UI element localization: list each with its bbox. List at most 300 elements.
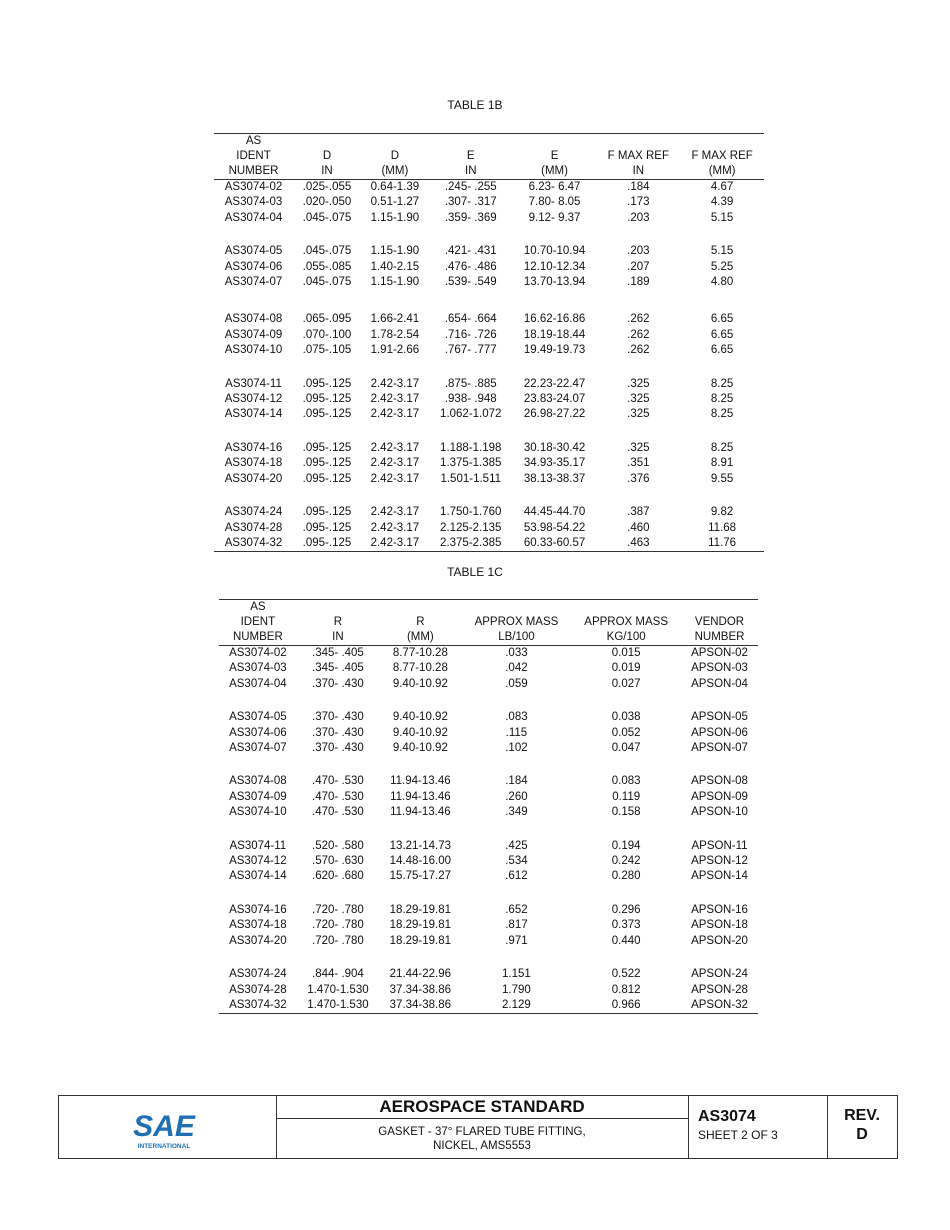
table-cell: .425 — [505, 839, 528, 852]
table-cell: .025-.055 — [302, 181, 352, 193]
table-cell: .767- .777 — [444, 344, 497, 357]
table-cell: .075-.105 — [302, 344, 352, 357]
table-cell: .262 — [627, 344, 650, 357]
table-cell: .376 — [627, 472, 650, 485]
spacer-cell — [214, 290, 764, 312]
table-cell: AS3074-32 — [219, 998, 297, 1014]
table-cell: 0.296 — [611, 903, 641, 916]
table-cell: .720- .780 — [312, 919, 364, 932]
spacer-cell — [219, 756, 758, 774]
table-cell: .203 — [627, 211, 650, 224]
table-cell: AS3074-11 — [229, 839, 287, 852]
table-cell: 0.019 — [611, 662, 641, 675]
group-spacer — [214, 226, 764, 244]
table-cell: AS3074-16 — [224, 441, 283, 454]
column-header: F MAX REF — [607, 150, 670, 162]
table-cell: AS3074-12 — [224, 393, 283, 406]
table-cell: 0.64-1.39 — [370, 181, 420, 193]
table-cell: 1.750-1.760 — [440, 506, 502, 519]
table-cell: 16.62-16.86 — [523, 313, 586, 326]
column-header — [379, 600, 461, 616]
table-cell: 0.194 — [611, 839, 641, 852]
table-cell: .349 — [505, 806, 528, 819]
group-spacer — [219, 756, 758, 774]
table-cell: AS3074-18 — [224, 457, 283, 470]
table-cell: AS3074-12 — [229, 855, 287, 868]
table-cell: 1.470-1.530 — [297, 998, 379, 1014]
table-cell: .070-.100 — [302, 328, 352, 341]
subtitle-line-1: GASKET - 37° FLARED TUBE FITTING, — [378, 1126, 586, 1138]
header-row — [214, 134, 764, 150]
table-row — [214, 211, 764, 226]
table-row — [214, 377, 764, 392]
table-cell: 4.80 — [710, 276, 734, 289]
header-row — [214, 149, 764, 164]
sae-logo — [131, 1106, 197, 1150]
table-cell: 30.18-30.42 — [523, 441, 586, 454]
table-cell: .345- .405 — [312, 647, 364, 659]
table-cell: 0.280 — [611, 870, 641, 883]
column-header — [293, 134, 361, 150]
table-cell: 18.29-19.81 — [389, 903, 452, 916]
column-header: NUMBER — [219, 630, 297, 646]
table-row — [219, 726, 758, 741]
column-header: E — [550, 150, 559, 162]
table-cell: .470- .530 — [312, 790, 364, 803]
table-cell: AS3074-08 — [229, 775, 287, 788]
table-cell: .102 — [505, 742, 528, 755]
number-cell — [688, 1096, 828, 1158]
spacer-cell — [214, 423, 764, 441]
table-cell: 0.052 — [611, 726, 641, 739]
table-cell: .055-.085 — [302, 260, 352, 273]
table-cell: 18.19-18.44 — [523, 328, 586, 341]
table-1c-caption: TABLE 1C — [447, 565, 503, 579]
table-cell: 1.15-1.90 — [370, 245, 420, 258]
column-header: NUMBER — [214, 164, 293, 180]
table-row — [219, 774, 758, 789]
table-cell: .460 — [627, 521, 650, 534]
table-cell: AS3074-08 — [224, 313, 283, 326]
column-header — [596, 134, 680, 150]
table-row — [214, 505, 764, 520]
table-cell: .971 — [505, 934, 528, 947]
table-cell: AS3074-11 — [225, 377, 282, 390]
sheet-number: SHEET 2 OF 3 — [698, 1128, 778, 1142]
table-cell: AS3074-20 — [229, 934, 287, 947]
table-cell: 1.375-1.385 — [440, 457, 502, 470]
table-cell: .095-.125 — [302, 472, 352, 485]
column-header: APPROX MASS — [584, 616, 669, 628]
column-header: D — [390, 150, 400, 162]
table-row — [214, 328, 764, 343]
header-row — [214, 164, 764, 180]
table-cell: 0.440 — [611, 934, 641, 947]
table-cell: 0.242 — [611, 855, 641, 868]
table-cell: 0.158 — [611, 806, 641, 819]
table-cell: 7.80- 8.05 — [528, 196, 581, 209]
header-row — [219, 600, 758, 616]
table-cell: 9.40-10.92 — [392, 677, 448, 690]
table-cell: 19.49-19.73 — [523, 344, 586, 357]
table-cell: .095-.125 — [302, 393, 352, 406]
table-cell: 21.44-22.96 — [389, 968, 452, 981]
table-cell: 44.45-44.70 — [523, 506, 586, 519]
table-cell: AS3074-18 — [229, 919, 287, 932]
table-cell: .095-.125 — [302, 457, 352, 470]
table-cell: .095-.125 — [302, 408, 352, 421]
table-cell: 8.25 — [710, 393, 734, 406]
column-header: IN — [293, 164, 361, 180]
table-row — [219, 677, 758, 692]
table-cell: 4.39 — [710, 196, 734, 209]
table-cell: 2.42-3.17 — [370, 521, 420, 534]
table-cell: 1.790 — [502, 983, 531, 996]
column-header: D — [322, 150, 332, 162]
table-cell: .033 — [505, 647, 528, 659]
header-row — [219, 615, 758, 630]
table-cell: AS3074-03 — [224, 196, 283, 209]
spacer-cell — [214, 226, 764, 244]
table-cell: 2.42-3.17 — [370, 393, 420, 406]
table-cell: .203 — [627, 245, 650, 258]
table-row — [214, 521, 764, 536]
table-cell: .570- .630 — [312, 855, 364, 868]
table-cell: .539- .549 — [444, 276, 497, 289]
group-spacer — [214, 359, 764, 377]
table-cell: .083 — [505, 711, 528, 724]
table-cell: 1.15-1.90 — [370, 211, 420, 224]
column-header — [681, 600, 758, 616]
table-cell: .370- .430 — [312, 742, 364, 755]
table-cell: 13.70-13.94 — [523, 276, 586, 289]
table-row — [219, 790, 758, 805]
table-cell: .262 — [627, 313, 650, 326]
table-cell: .115 — [505, 726, 528, 739]
spacer-cell — [219, 821, 758, 839]
table-cell: AS3074-10 — [224, 344, 283, 357]
table-cell: 2.42-3.17 — [361, 536, 429, 552]
table-cell: 2.42-3.17 — [370, 506, 420, 519]
table-cell: .654- .664 — [444, 313, 497, 326]
table-cell: 0.047 — [611, 742, 641, 755]
table-row — [219, 805, 758, 820]
table-cell: 0.027 — [611, 677, 641, 690]
table-cell: 34.93-35.17 — [523, 457, 586, 470]
table-cell: 37.34-38.86 — [379, 998, 461, 1014]
group-spacer — [214, 423, 764, 441]
table-row — [214, 441, 764, 456]
table-row — [219, 710, 758, 725]
table-cell: 1.188-1.198 — [440, 441, 502, 454]
table-cell: .370- .430 — [312, 677, 364, 690]
table-cell: .470- .530 — [312, 806, 364, 819]
column-header: VENDOR — [694, 616, 745, 628]
document-heading: AEROSPACE STANDARD — [276, 1096, 688, 1119]
table-cell: 11.76 — [680, 536, 764, 552]
table-cell: APSON-18 — [691, 919, 748, 932]
column-header: R — [416, 616, 425, 628]
table-cell: 11.94-13.46 — [390, 775, 451, 788]
table-1c — [219, 599, 758, 1014]
table-cell: 1.151 — [502, 968, 531, 981]
table-cell: .184 — [505, 775, 528, 788]
table-cell: 0.966 — [571, 998, 681, 1014]
table-cell: AS3074-07 — [229, 742, 287, 755]
column-header: NUMBER — [681, 630, 758, 646]
table-cell: AS3074-14 — [229, 870, 287, 883]
table-cell: 23.83-24.07 — [523, 393, 586, 406]
table-cell: AS3074-06 — [229, 726, 287, 739]
table-row — [219, 918, 758, 933]
table-1b-caption: TABLE 1B — [447, 98, 503, 112]
table-cell: 2.42-3.17 — [370, 472, 420, 485]
table-cell: APSON-20 — [691, 934, 748, 947]
column-header: IN — [596, 164, 680, 180]
spacer-cell — [219, 885, 758, 903]
table-cell: 5.15 — [710, 245, 734, 258]
table-cell: 2.375-2.385 — [429, 536, 513, 552]
table-cell: APSON-28 — [691, 983, 748, 996]
table-cell: .260 — [505, 790, 528, 803]
table-row — [219, 903, 758, 918]
table-cell: AS3074-04 — [229, 677, 287, 690]
table-cell: 10.70-10.94 — [523, 245, 586, 258]
table-cell: APSON-12 — [691, 855, 748, 868]
table-cell: .189 — [627, 276, 650, 289]
table-cell: APSON-04 — [691, 677, 748, 690]
column-header: AS — [214, 134, 293, 150]
table-cell: APSON-32 — [681, 998, 758, 1014]
table-cell: 8.25 — [710, 408, 734, 421]
column-header: AS — [219, 600, 297, 616]
table-1b — [214, 133, 764, 552]
table-cell: 1.501-1.511 — [440, 472, 502, 485]
table-cell: AS3074-06 — [224, 260, 283, 273]
revision-value: D — [856, 1126, 868, 1143]
table-cell: APSON-05 — [691, 711, 748, 724]
column-header — [680, 134, 764, 150]
table-cell: 8.25 — [710, 441, 734, 454]
table-cell: .875- .885 — [444, 377, 497, 390]
table-cell: .095-.125 — [302, 441, 352, 454]
group-spacer — [219, 949, 758, 967]
table-cell: .520- .580 — [312, 839, 364, 852]
table-cell: 6.65 — [710, 313, 734, 326]
table-cell: .470- .530 — [312, 775, 364, 788]
table-cell: .325 — [627, 408, 650, 421]
table-cell: APSON-24 — [691, 968, 748, 981]
table-cell: AS3074-24 — [224, 506, 283, 519]
table-cell: 2.42-3.17 — [370, 408, 420, 421]
table-row — [214, 392, 764, 407]
column-header — [297, 600, 379, 616]
table-row — [219, 741, 758, 756]
table-row — [219, 854, 758, 869]
table-cell: 26.98-27.22 — [523, 408, 586, 421]
table-cell: 6.65 — [710, 344, 734, 357]
table-cell: .184 — [627, 181, 650, 193]
column-header: (MM) — [513, 164, 597, 180]
table-cell: .370- .430 — [312, 711, 364, 724]
svg-text:SAE: SAE — [133, 1110, 195, 1143]
column-header: IDENT — [236, 150, 271, 162]
table-cell: 53.98-54.22 — [523, 521, 586, 534]
table-cell: 22.23-22.47 — [523, 377, 586, 390]
table-row — [214, 343, 764, 358]
table-cell: .045-.075 — [302, 276, 352, 289]
table-cell: AS3074-07 — [224, 276, 283, 289]
table-cell: 15.75-17.27 — [389, 870, 452, 883]
table-cell: .045-.075 — [302, 211, 352, 224]
title-cell — [276, 1096, 689, 1158]
table-cell: 1.40-2.15 — [370, 260, 420, 273]
table-cell: 0.812 — [611, 983, 641, 996]
table-cell: 1.78-2.54 — [370, 328, 420, 341]
table-cell: .325 — [627, 393, 650, 406]
table-cell: AS3074-28 — [229, 983, 287, 996]
table-cell: 9.12- 9.37 — [528, 211, 581, 224]
column-header: KG/100 — [571, 630, 681, 646]
column-header: IN — [297, 630, 379, 646]
table-cell: 0.083 — [611, 775, 641, 788]
table-cell: APSON-09 — [691, 790, 748, 803]
table-cell: 11.94-13.46 — [390, 790, 451, 803]
group-spacer — [219, 821, 758, 839]
table-row — [214, 260, 764, 275]
table-cell: .351 — [627, 457, 650, 470]
title-block — [58, 1095, 898, 1159]
table-cell: APSON-03 — [691, 662, 748, 675]
table-cell: .817 — [505, 919, 528, 932]
table-cell: 5.15 — [710, 211, 734, 224]
table-cell: .095-.125 — [302, 521, 352, 534]
table-cell: 5.25 — [710, 260, 734, 273]
column-header — [571, 600, 681, 616]
document-subtitle — [276, 1119, 688, 1153]
table-cell: .463 — [596, 536, 680, 552]
table-cell: .620- .680 — [312, 870, 364, 883]
table-cell: 6.65 — [710, 328, 734, 341]
group-spacer — [214, 290, 764, 312]
table-cell: AS3074-05 — [224, 245, 283, 258]
table-cell: AS3074-32 — [214, 536, 293, 552]
table-row — [214, 244, 764, 259]
table-cell: .173 — [627, 196, 650, 209]
table-cell: APSON-11 — [691, 839, 748, 852]
table-cell: .534 — [505, 855, 528, 868]
table-cell: APSON-14 — [691, 870, 748, 883]
table-row — [219, 661, 758, 676]
document-number: AS3074 — [698, 1108, 756, 1125]
table-cell: 38.13-38.37 — [523, 472, 586, 485]
table-cell: 9.40-10.92 — [392, 711, 448, 724]
table-cell: APSON-16 — [691, 903, 748, 916]
table-cell: 9.40-10.92 — [392, 726, 448, 739]
table-row — [219, 869, 758, 884]
table-cell: .421- .431 — [444, 245, 497, 258]
group-spacer — [219, 692, 758, 710]
table-cell: 0.015 — [611, 647, 641, 659]
table-cell: AS3074-05 — [229, 711, 287, 724]
column-header: LB/100 — [462, 630, 572, 646]
table-cell: .095-.125 — [302, 377, 352, 390]
column-header: IDENT — [240, 616, 276, 628]
spacer-cell — [219, 949, 758, 967]
table-row — [214, 275, 764, 290]
table-cell: .938- .948 — [444, 393, 497, 406]
group-spacer — [219, 885, 758, 903]
table-cell: APSON-06 — [691, 726, 748, 739]
table-cell: 0.522 — [611, 968, 641, 981]
column-header — [462, 600, 572, 616]
table-cell: .325 — [627, 377, 650, 390]
table-row — [214, 472, 764, 487]
table-cell: 0.51-1.27 — [370, 196, 420, 209]
table-cell: AS3074-09 — [224, 328, 283, 341]
table-row — [214, 195, 764, 210]
table-cell: AS3074-04 — [224, 211, 283, 224]
table-row — [219, 983, 758, 998]
table-row — [219, 934, 758, 949]
header-row — [219, 630, 758, 646]
table-cell: AS3074-02 — [229, 647, 287, 659]
column-header — [513, 134, 597, 150]
table-cell: 18.29-19.81 — [389, 919, 452, 932]
table-cell: APSON-02 — [691, 647, 748, 659]
table-cell: AS3074-14 — [224, 408, 283, 421]
table-row — [214, 536, 764, 552]
table-cell: 18.29-19.81 — [389, 934, 452, 947]
table-cell: .720- .780 — [312, 934, 364, 947]
column-header: (MM) — [361, 164, 429, 180]
table-cell: 2.42-3.17 — [370, 457, 420, 470]
table-cell: .262 — [627, 328, 650, 341]
group-spacer — [214, 487, 764, 505]
table-cell: AS3074-03 — [229, 662, 287, 675]
table-row — [214, 407, 764, 422]
column-header — [361, 134, 429, 150]
table-cell: .020-.050 — [302, 196, 352, 209]
table-cell: 9.40-10.92 — [392, 742, 448, 755]
table-cell: .245- .255 — [444, 181, 497, 193]
column-header: R — [333, 616, 343, 628]
table-cell: 14.48-16.00 — [389, 855, 452, 868]
table-cell: AS3074-16 — [229, 903, 287, 916]
table-cell: .045-.075 — [302, 245, 352, 258]
table-cell: 11.94-13.46 — [390, 806, 451, 819]
table-cell: 2.129 — [462, 998, 572, 1014]
table-cell: 2.42-3.17 — [370, 377, 420, 390]
table-cell: 1.062-1.072 — [440, 408, 502, 421]
revision-label: REV. — [844, 1107, 880, 1124]
table-cell: 1.15-1.90 — [370, 276, 420, 289]
table-cell: 12.10-12.34 — [523, 260, 586, 273]
table-cell: 0.038 — [611, 711, 641, 724]
table-cell: 8.77-10.28 — [392, 647, 448, 659]
table-cell: .345- .405 — [312, 662, 364, 675]
table-cell: .387 — [627, 506, 650, 519]
table-cell: .095-.125 — [302, 506, 352, 519]
svg-text:INTERNATIONAL: INTERNATIONAL — [137, 1143, 191, 1150]
table-cell: .844- .904 — [312, 968, 364, 981]
table-cell: AS3074-02 — [224, 181, 283, 193]
table-cell: 2.42-3.17 — [370, 441, 420, 454]
table-cell: 6.23- 6.47 — [528, 181, 581, 193]
table-cell: 2.125-2.135 — [440, 521, 502, 534]
table-cell: 0.119 — [612, 790, 641, 803]
table-cell: 8.25 — [710, 377, 734, 390]
